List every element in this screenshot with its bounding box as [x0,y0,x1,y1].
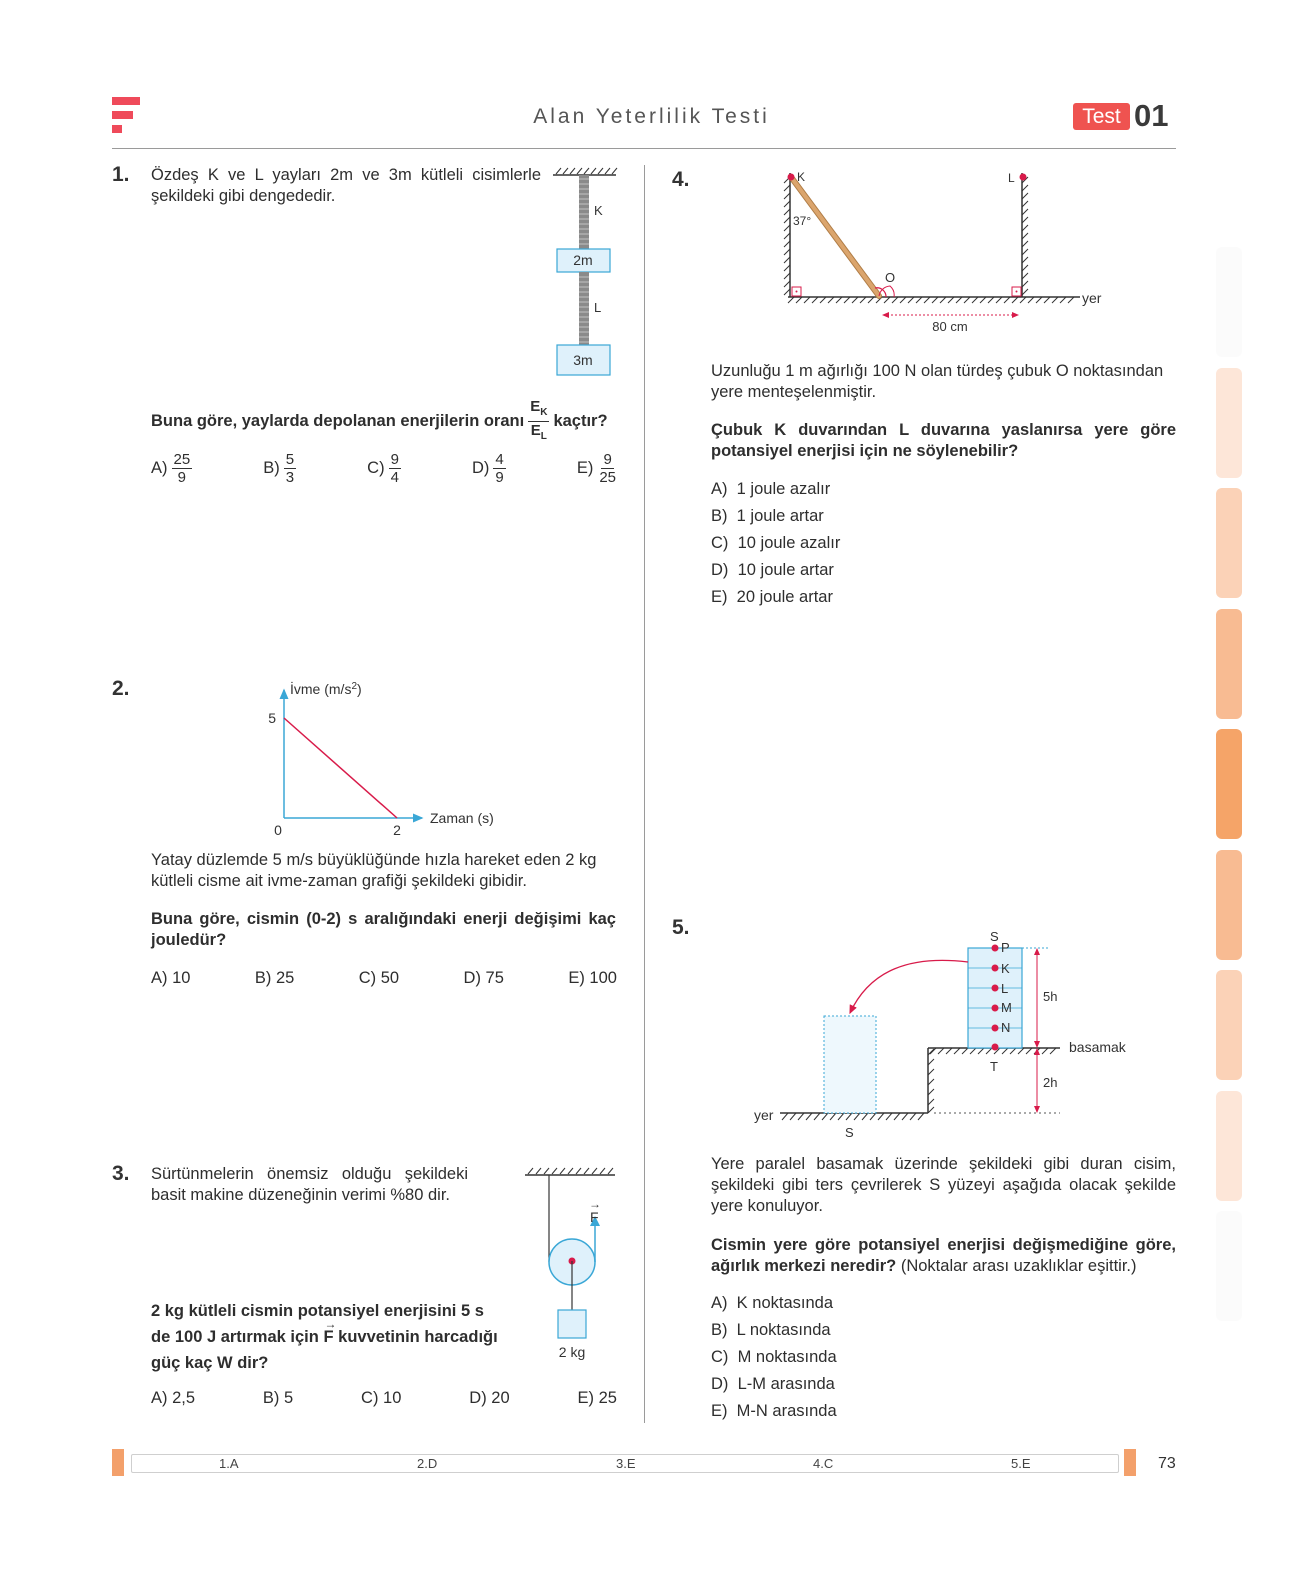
ratio-den-sub: L [540,431,547,442]
option-text: 10 joule artar [737,561,834,579]
series-line [284,718,397,818]
x-tick-label: 2 [393,822,401,838]
q4-option-d[interactable] [711,561,840,588]
option-letter: D) [711,1375,729,1393]
option-numerator: 25 [173,451,191,468]
q3-option-c[interactable]: C) 10 [361,1389,402,1407]
q5-ground-label: yer [754,1107,774,1123]
option-letter: C) [367,458,385,477]
option-letter: A) [711,480,728,498]
q3-question [151,1298,521,1376]
acceleration-time-chart [255,680,515,845]
q4-rod-figure [770,165,1110,340]
q5-n-label: N [1001,1020,1011,1035]
ratio-num: E [530,398,541,415]
option-letter: E) [576,458,594,477]
side-tab [1216,488,1242,598]
answer-1: 1.A [219,1456,239,1471]
q5-question-bold: Cismin yere göre potansiyel enerjisi değişmediğine göre, ağırlık merkezi neredir? [711,1236,1176,1275]
q4-intro: Uzunluğu 1 m ağırlığı 100 N olan türdeş çubuk O noktasından yere menteşelenmiştir. [711,362,1164,401]
q5-question [711,1235,1176,1277]
answer-5: 5.E [1011,1456,1031,1471]
q3-option-a[interactable]: A) 2,5 [151,1389,196,1407]
question-number-4: 4. [672,168,690,191]
option-letter: A) [711,1294,728,1312]
option-denominator: 4 [390,469,399,486]
header-divider [112,148,1176,149]
q4-options [711,480,840,615]
mass-2kg-label: 2 kg [558,1344,586,1360]
q4-l-label: L [1008,171,1015,185]
q5-option-e[interactable] [711,1402,837,1429]
question-number-3: 3. [112,1162,130,1185]
y-axis-label-text: İvme (m/s [290,681,352,697]
q1-spring-figure [548,165,628,380]
q2-option-a[interactable]: A) 10 [151,969,191,987]
option-numerator: 9 [390,451,399,468]
side-tab [1216,368,1242,478]
q5-option-a[interactable] [711,1294,837,1321]
option-text: M noktasında [737,1348,837,1366]
q4-option-b[interactable] [711,507,840,534]
footer-right-marker [1124,1449,1136,1476]
q4-o-label: O [885,270,896,285]
q2-option-c[interactable]: C) 50 [358,969,400,987]
q1-option-e[interactable] [577,451,618,486]
q5-2h-label: 2h [1043,1075,1058,1090]
q4-ground-label: yer [1082,290,1102,306]
option-denominator: 9 [495,469,504,486]
q5-m-label: M [1001,1000,1012,1015]
option-letter: E) [711,588,728,606]
page-number: 73 [1158,1455,1176,1472]
side-tab [1216,729,1242,839]
q1-option-a[interactable] [151,451,192,486]
option-letter: C) [711,1348,729,1366]
side-tab [1216,609,1242,719]
q4-angle-label: 37° [793,214,812,228]
option-text: L noktasında [736,1321,831,1339]
q1-option-b[interactable] [263,451,296,486]
question-number-2: 2. [112,677,130,700]
option-letter: A) [151,458,168,477]
q2-options [151,969,617,988]
q3-option-b[interactable]: B) 5 [262,1389,294,1407]
q1-ratio [528,398,549,445]
option-text: L-M arasında [737,1375,835,1393]
x-axis-label: Zaman (s) [430,810,494,826]
y-axis-label-close: ) [357,681,362,697]
option-numerator: 9 [603,451,612,468]
option-letter: D) [471,458,490,477]
q5-step-figure [750,925,1145,1140]
ratio-den: E [530,422,541,439]
q2-option-d[interactable]: D) 75 [463,969,504,987]
option-letter: B) [711,507,728,525]
option-text: 10 joule azalır [737,534,841,552]
option-text: 20 joule artar [736,588,833,606]
q3-question-line1: 2 kg kütleli cismin potansiyel enerjisini 5 s [151,1302,484,1320]
force-vector: → F [323,1317,337,1346]
q1-question [151,398,621,445]
q4-option-c[interactable] [711,534,840,561]
q3-options [151,1389,617,1408]
column-divider [644,165,645,1423]
side-tab [1216,1211,1242,1321]
answer-3: 3.E [616,1456,636,1471]
answer-2: 2.D [417,1456,438,1471]
q5-option-c[interactable] [711,1348,837,1375]
q1-options [151,451,618,486]
svg-text:→: → [589,1197,601,1211]
q3-option-e[interactable]: E) 25 [577,1389,617,1407]
q5-t-label: T [990,1059,998,1074]
q1-question-prefix: Buna göre, yaylarda depolanan enerjilerin oranı [151,412,525,430]
question-number-1: 1. [112,163,130,186]
footer-left-marker [112,1449,124,1476]
spring-k-label: K [594,203,603,218]
option-letter: B) [711,1321,728,1339]
answer-4: 4.C [813,1456,834,1471]
q3-line2-b: kuvvetinin harcadığı [338,1328,498,1346]
q4-k-label: K [797,170,806,184]
y-axis-label [290,680,362,697]
q5-option-b[interactable] [711,1321,837,1348]
q5-s-bottom-label: S [845,1125,854,1140]
ratio-num-sub: K [540,407,548,418]
test-number: 01 [1134,98,1169,133]
q2-question: Buna göre, cismin (0-2) s aralığındaki enerji değişimi kaç jouledür? [151,910,616,949]
q5-step-label: basamak [1069,1039,1126,1055]
spring-l-label: L [594,300,602,315]
q5-intro: Yere paralel basamak üzerinde şekildeki gibi duran cisim, şekildeki gibi ters çevrilerek S yüzeyi aşağıda olacak şekilde yere konuluyor. [711,1155,1176,1215]
force-symbol: F [323,1328,334,1346]
force-label: F [590,1209,599,1225]
q5-p-label: P [1001,940,1010,955]
side-tab [1216,1091,1242,1201]
q2-option-b[interactable]: B) 25 [254,969,295,987]
q5-l-label: L [1001,981,1009,996]
q1-intro: Özdeş K ve L yayları 2m ve 3m kütleli cisimlerle şekildeki gibi dengededir. [151,166,541,205]
y-tick-label: 5 [268,710,276,726]
option-letter: E) [711,1402,728,1420]
q1-question-suffix: kaçtır? [553,412,608,430]
q3-question-line2 [151,1317,521,1350]
q5-s-top-label: S [990,929,999,944]
q5-5h-label: 5h [1043,989,1058,1004]
q1-option-c[interactable] [367,451,401,486]
q2-intro: Yatay düzlemde 5 m/s büyüklüğünde hızla hareket eden 2 kg kütleli cisme ait ivme-zaman grafiği şekildeki gibidir. [151,851,597,890]
q3-option-d[interactable]: D) 20 [469,1389,510,1407]
option-letter: C) [711,534,729,552]
option-denominator: 25 [599,469,616,486]
origin-label: 0 [274,822,282,838]
option-numerator: 5 [285,451,295,468]
side-tab [1216,850,1242,960]
side-tab [1216,247,1242,357]
option-denominator: 9 [177,469,187,486]
q4-option-a[interactable] [711,480,840,507]
y-axis-label-sup: 2 [351,681,358,692]
q3-question-line3: güç kaç W dir? [151,1354,269,1372]
option-letter: B) [263,458,280,477]
q3-pulley-figure [520,1160,625,1370]
q5-option-d[interactable] [711,1375,837,1402]
option-text: 1 joule azalır [736,480,831,498]
q5-options [711,1294,837,1429]
option-text: 1 joule artar [736,507,824,525]
q3-line2-a: de 100 J artırmak için [151,1328,319,1346]
q5-k-label: K [1001,961,1010,976]
q3-intro: Sürtünmelerin önemsiz olduğu şekildeki basit makine düzeneğinin verimi %80 dir. [151,1165,468,1204]
question-number-5: 5. [672,916,690,939]
q5-question-note: (Noktalar arası uzaklıklar eşittir.) [900,1257,1137,1275]
mass-3m-label: 3m [573,352,593,368]
mass-2m-label: 2m [573,252,593,268]
option-text: K noktasında [736,1294,833,1312]
page-title: Alan Yeterlilik Testi [533,105,770,128]
q4-option-e[interactable] [711,588,840,615]
test-badge: Test [1073,103,1130,130]
option-numerator: 4 [495,451,504,468]
option-letter: D) [711,561,729,579]
q2-option-e[interactable]: E) 100 [568,969,617,987]
option-denominator: 3 [285,469,295,486]
q1-option-d[interactable] [472,451,506,486]
q4-distance-label: 80 cm [932,319,968,334]
q4-question: Çubuk K duvarından L duvarına yaslanırsa yere göre potansiyel enerjisi için ne söylenebilir? [711,421,1176,460]
side-tab [1216,970,1242,1080]
option-text: M-N arasında [736,1402,837,1420]
